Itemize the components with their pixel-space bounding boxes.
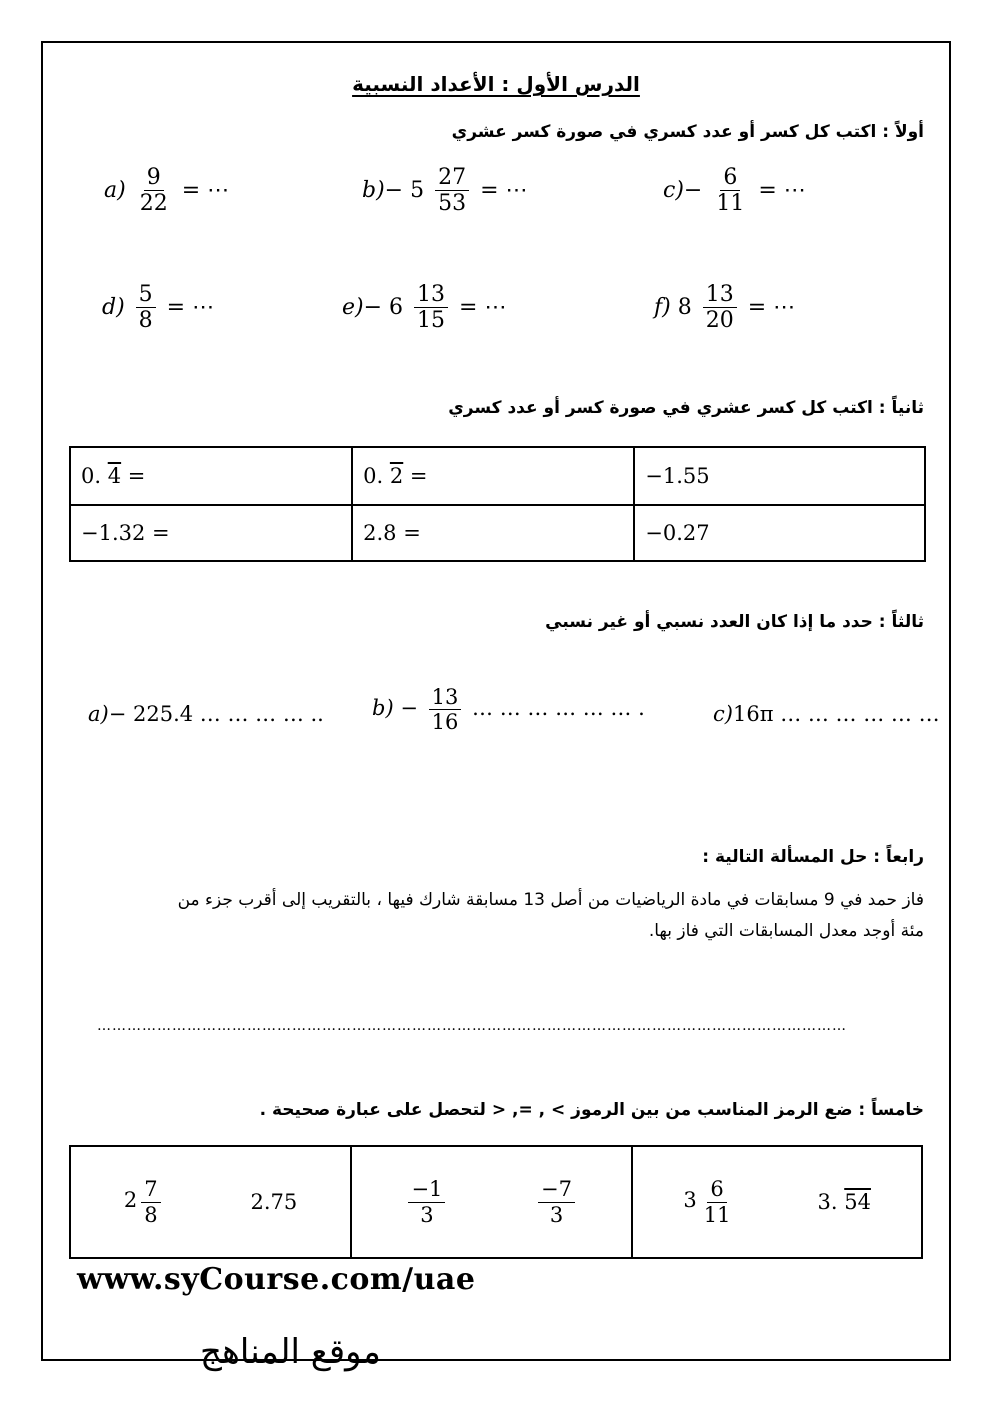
decimals-table (69, 446, 926, 562)
section4-heading: رابعاً : حل المسألة التالية : (702, 847, 924, 867)
table-cell: −0.27 (634, 505, 925, 561)
compare-cell-1 (70, 1146, 351, 1258)
compare-cell-3 (632, 1146, 922, 1258)
table-row (70, 505, 925, 561)
exercise-e: e)− 6 $\frac{13}{15}$ = ⋯ (342, 282, 507, 334)
exercise-c: c)− $\frac{6}{11}$ = ⋯ (663, 165, 806, 217)
table-cell: 2.8 = (352, 505, 634, 561)
rational-a: a)− 225.4 … … … … .. (88, 702, 324, 726)
compare-right: 3. 54 (817, 1190, 871, 1214)
problem-text (68, 885, 924, 947)
section5-heading: خامساً : ضع الرمز المناسب من بين الرموز > , =, < لتحصل على عبارة صحيحة . (259, 1100, 924, 1120)
compare-left: 3 $\frac{6}{11}$ (683, 1177, 731, 1227)
exercise-b: b)− 5 $\frac{27}{53}$ = ⋯ (362, 165, 528, 217)
compare-cell-2 (351, 1146, 632, 1258)
compare-right: 2.75 (250, 1190, 298, 1214)
table-cell: −1.32 = (70, 505, 352, 561)
exercise-a: a) $\frac{9}{22}$ = ⋯ (104, 165, 230, 217)
problem-line-1: فاز حمد في 9 مسابقات في مادة الرياضيات من أصل 13 مسابقة شارك فيها ، بالتقريب إلى أقرب جزء من (177, 890, 924, 910)
site-logo: موقع المناهج (200, 1332, 381, 1372)
rational-b: b) − $\frac{13}{16}$ … … … … … … . (372, 685, 645, 735)
compare-left: $\frac{-1}{3}$ (404, 1177, 449, 1226)
table-cell: 0. 4 = (70, 447, 352, 505)
compare-left: 2 $\frac{7}{8}$ (124, 1177, 165, 1226)
rational-c: c)16π … … … … … … (713, 702, 940, 726)
exercise-f: f) 8 $\frac{13}{20}$ = ⋯ (654, 282, 796, 334)
table-cell: −1.55 (634, 447, 925, 505)
exercise-d: d) $\frac{5}{8}$ = ⋯ (102, 282, 215, 334)
page-title: الدرس الأول : الأعداد النسبية (352, 72, 640, 96)
answer-line: …………………………………………………………………………………………………………………………………… (97, 1018, 847, 1034)
compare-right: $\frac{-7}{3}$ (534, 1177, 579, 1226)
table-row (70, 447, 925, 505)
section1-heading: أولاً : اكتب كل كسر أو عدد كسري في صورة كسر عشري (451, 122, 924, 142)
section3-heading: ثالثاً : حدد ما إذا كان العدد نسبي أو غير نسبي (545, 612, 924, 632)
section2-heading: ثانياً : اكتب كل كسر عشري في صورة كسر أو عدد كسري (448, 398, 924, 418)
website-url[interactable]: www.syCourse.com/uae (77, 1262, 476, 1297)
compare-table (69, 1145, 923, 1259)
table-row (70, 1146, 922, 1258)
table-cell: 0. 2 = (352, 447, 634, 505)
problem-line-2: مئة أوجد معدل المسابقات التي فاز بها. (648, 921, 924, 941)
